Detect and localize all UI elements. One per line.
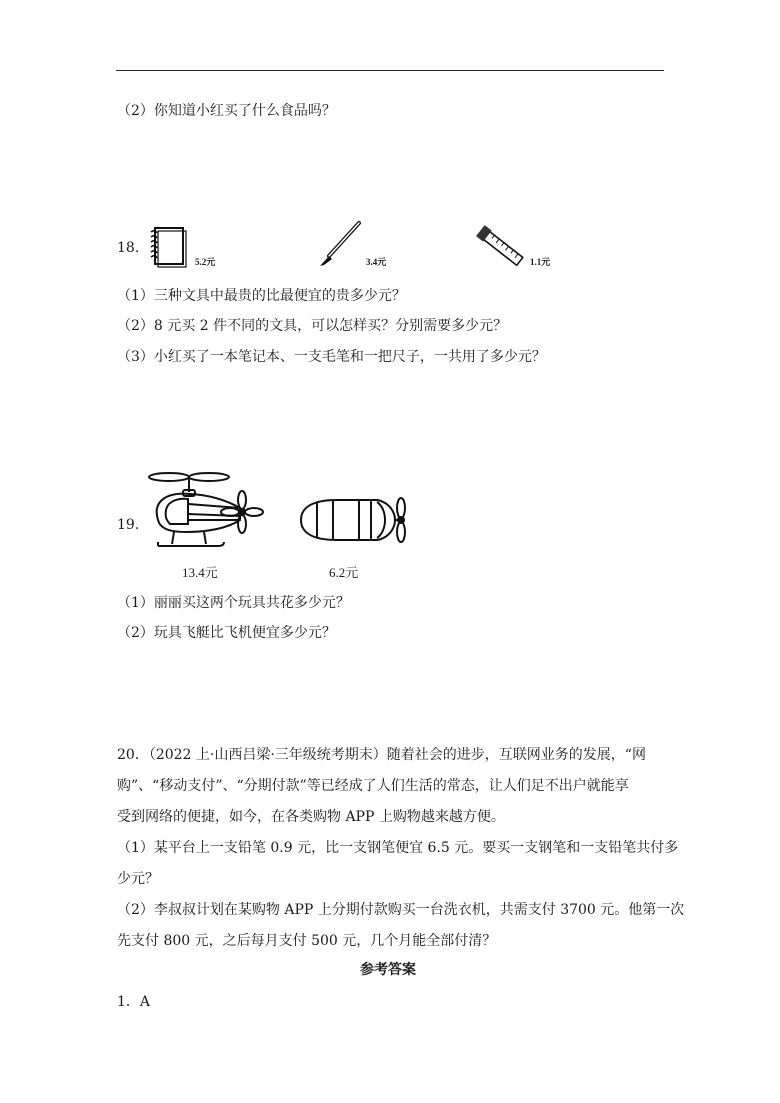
toy-airship-icon [297, 488, 409, 552]
q19-sub1: （1）丽丽买这两个玩具共花多少元？ [117, 595, 350, 611]
q17-sub2: （2）你知道小红买了什么食品吗？ [117, 103, 336, 119]
q18-sub2: （2）8 元买 2 件不同的文具，可以怎样买？分别需要多少元？ [117, 318, 508, 334]
q20-sub2-line1: （2）李叔叔计划在某购物 APP 上分期付款购买一台洗衣机，共需支付 3700 元。他第一次 [117, 902, 685, 918]
q20-sub1-line2: 少元？ [117, 871, 159, 887]
ruler-price: 1.1元 [530, 257, 551, 267]
q20-sub1-line1: （1）某平台上一支铅笔 0.9 元，比一支钢笔便宜 6.5 元。要买一支钢笔和一支铅笔共付多 [117, 840, 679, 856]
notebook-price: 5.2元 [195, 257, 216, 267]
q20-line3: 受到网络的便捷，如今，在各类购物 APP 上购物越来越方便。 [117, 809, 505, 825]
answers-heading: 参考答案 [360, 962, 416, 978]
notebook-icon [148, 226, 188, 268]
brush-pen-icon [315, 220, 365, 270]
helicopter-price: 13.4元 [182, 565, 218, 580]
toy-helicopter-icon [148, 470, 263, 554]
q18-sub3: （3）小红买了一本笔记本、一支毛笔和一把尺子，一共用了多少元？ [117, 349, 546, 365]
q19-sub2: （2）玩具飞艇比飞机便宜多少元？ [117, 625, 336, 641]
q18-sub1: （1）三种文具中最贵的比最便宜的贵多少元？ [117, 288, 406, 304]
q20-line2: 购”、“移动支付”、“分期付款”等已经成了人们生活的常态，让人们足不出户就能享 [117, 778, 629, 794]
q18-number: 18. [117, 240, 140, 256]
q20-sub2-line2: 先支付 800 元，之后每月支付 500 元，几个月能全部付清？ [117, 933, 497, 949]
answer-1: 1．A [117, 994, 151, 1010]
airship-price: 6.2元 [329, 565, 359, 580]
q19-number: 19. [117, 517, 140, 533]
ruler-icon [476, 226, 526, 270]
q20-line1: 20．（2022 上·山西吕梁·三年级统考期末）随着社会的进步，互联网业务的发展，“网 [117, 747, 646, 763]
header-rule [116, 70, 664, 71]
brush-pen-price: 3.4元 [366, 257, 387, 267]
